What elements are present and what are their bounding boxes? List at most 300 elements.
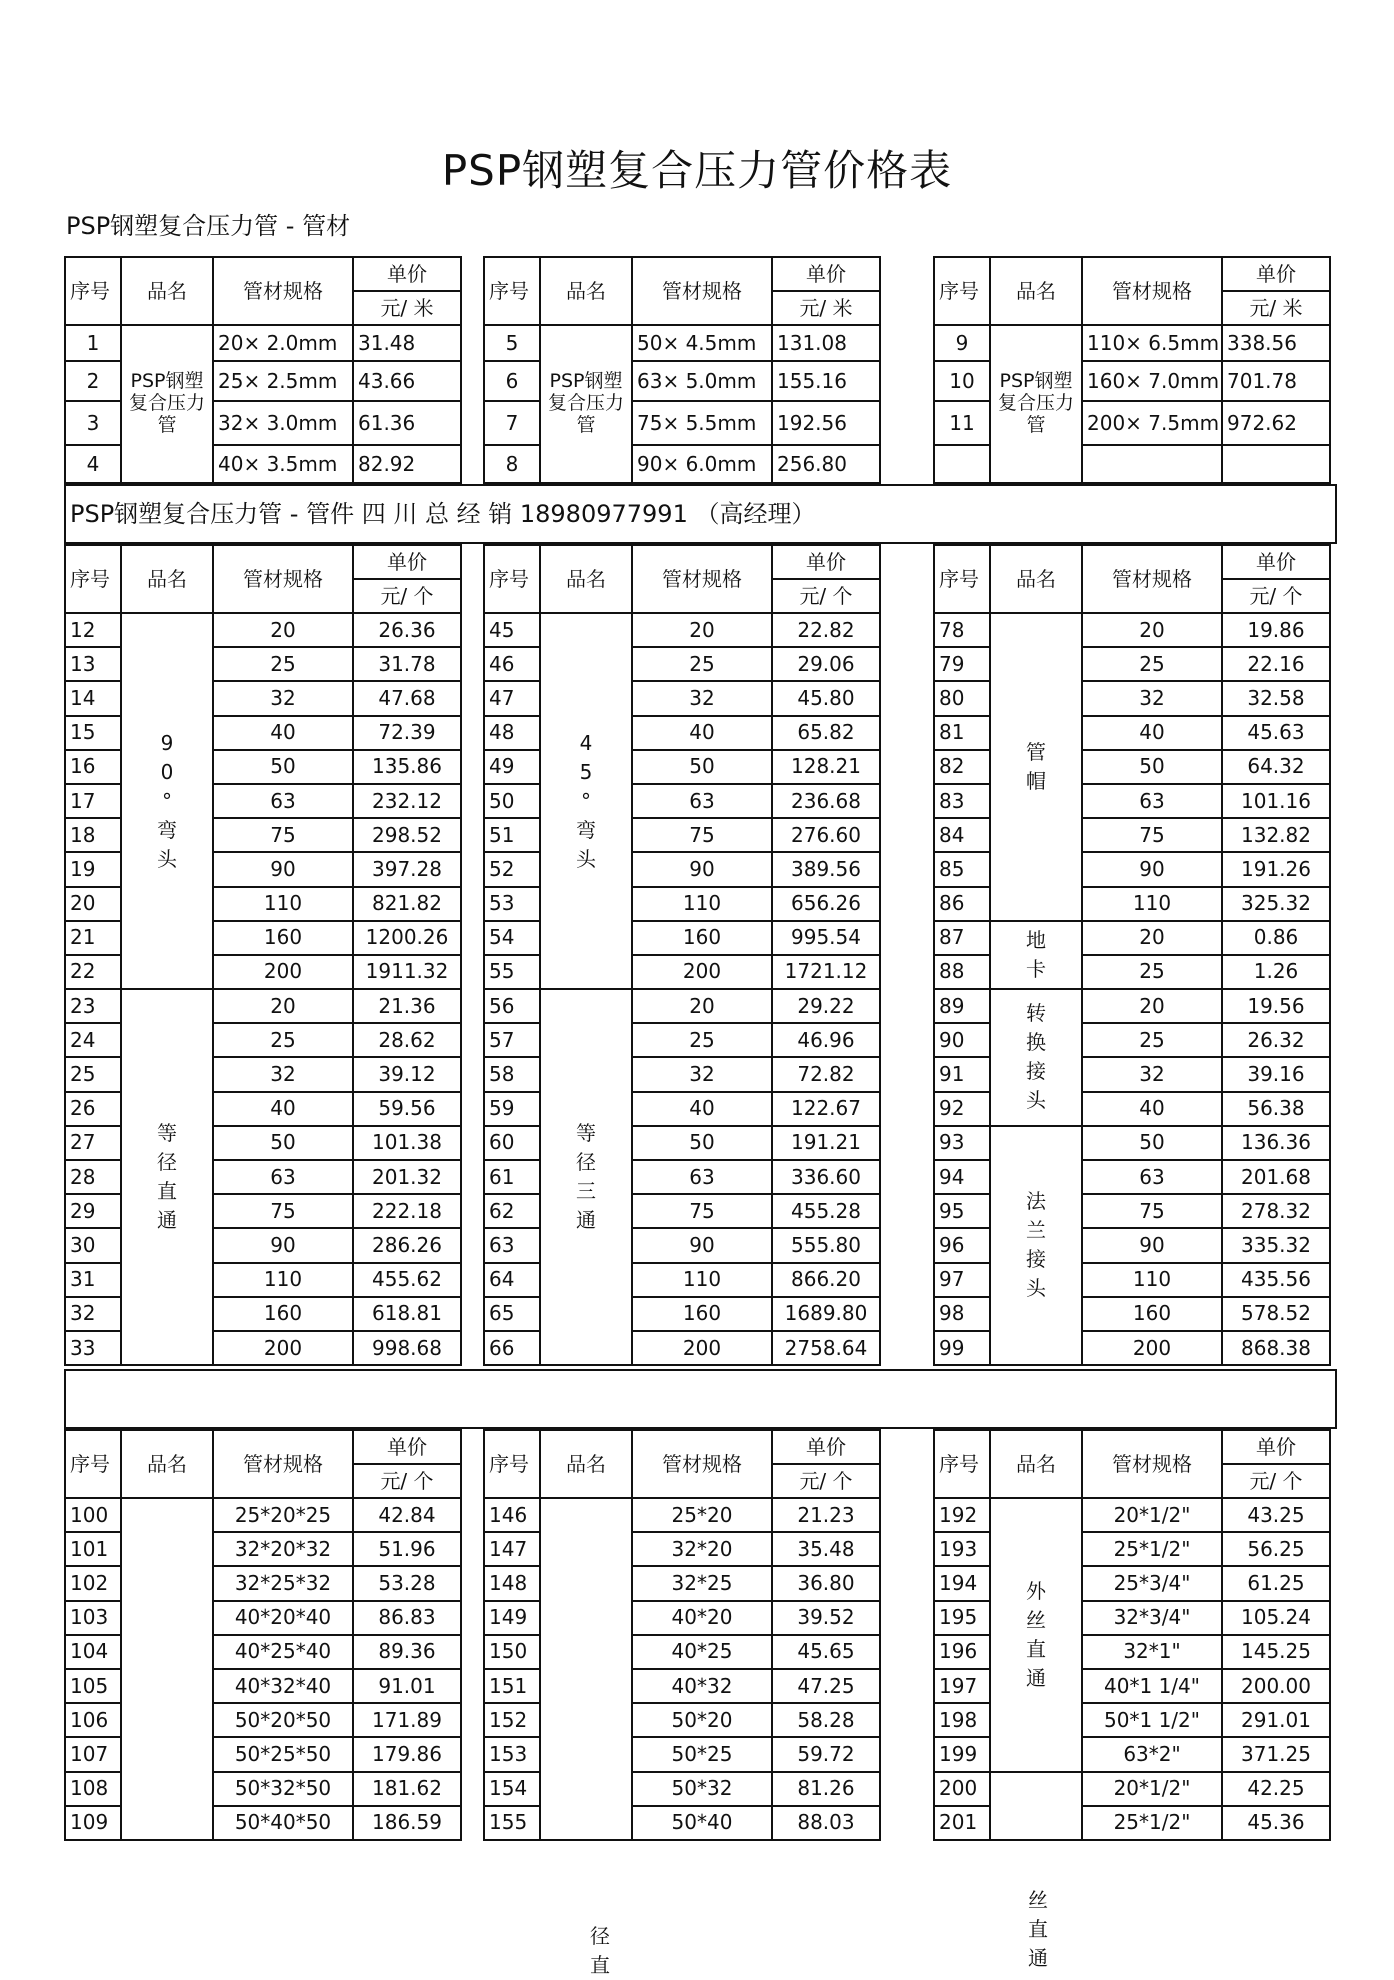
cell-price: 1200.26 [353, 921, 461, 955]
table-row [934, 1126, 1330, 1160]
header-price: 单价 [353, 1430, 461, 1464]
cell-product-name: PSP钢塑复合压力管 [990, 325, 1082, 483]
cell-spec: 32 [632, 1057, 772, 1091]
table-row [65, 989, 461, 1023]
cell-price: 232.12 [353, 784, 461, 818]
cell-spec: 63× 5.0mm [632, 361, 772, 401]
cell-seq: 197 [934, 1669, 990, 1703]
cell-spec: 50*25 [632, 1737, 772, 1771]
cell-seq: 2 [65, 361, 121, 401]
cell-price: 0.86 [1222, 921, 1330, 955]
cell-price: 45.36 [1222, 1806, 1330, 1840]
cell-seq: 8 [484, 445, 540, 483]
cell-price: 28.62 [353, 1023, 461, 1057]
cell-seq: 92 [934, 1092, 990, 1126]
cell-seq: 85 [934, 852, 990, 886]
cell-price: 191.26 [1222, 852, 1330, 886]
cell-spec: 40 [632, 716, 772, 750]
table-row [484, 1498, 880, 1532]
cell-seq: 20 [65, 887, 121, 921]
cell-seq: 84 [934, 818, 990, 852]
cell-seq: 27 [65, 1126, 121, 1160]
cell-spec: 90 [1082, 852, 1222, 886]
cell-price: 336.60 [772, 1160, 880, 1194]
table-row [65, 325, 461, 361]
cell-spec: 50 [213, 1126, 353, 1160]
cell-spec: 32 [1082, 681, 1222, 715]
cell-spec: 90 [213, 1228, 353, 1262]
cell-seq: 82 [934, 750, 990, 784]
cell-price: 105.24 [1222, 1601, 1330, 1635]
cell-price: 42.84 [353, 1498, 461, 1532]
cell-seq: 64 [484, 1263, 540, 1297]
cell-spec: 50× 4.5mm [632, 325, 772, 361]
header-spec: 管材规格 [1082, 257, 1222, 325]
cell-price: 389.56 [772, 852, 880, 886]
cell-price: 701.78 [1222, 361, 1330, 401]
cell-seq: 52 [484, 852, 540, 886]
fitting-price-table [933, 544, 1331, 1366]
cell-spec: 50 [213, 750, 353, 784]
cell-seq: 12 [65, 613, 121, 647]
cell-price: 397.28 [353, 852, 461, 886]
cell-seq: 147 [484, 1532, 540, 1566]
header-price: 单价 [772, 545, 880, 579]
cell-price: 65.82 [772, 716, 880, 750]
table-row [934, 989, 1330, 1023]
cell-spec: 25 [632, 647, 772, 681]
cell-seq: 3 [65, 401, 121, 445]
table-row [934, 613, 1330, 647]
cell-seq: 9 [934, 325, 990, 361]
cell-spec: 32*25*32 [213, 1566, 353, 1600]
cell-seq: 25 [65, 1057, 121, 1091]
header-name: 品名 [990, 1430, 1082, 1498]
fitting-price-table [64, 544, 462, 1366]
cell-seq: 89 [934, 989, 990, 1023]
fitting-price-table [483, 1429, 881, 1841]
cell-spec: 160 [632, 921, 772, 955]
cell-spec: 40 [1082, 1092, 1222, 1126]
cell-spec: 25 [1082, 647, 1222, 681]
table-row [934, 1498, 1330, 1532]
pipe-price-table [64, 256, 462, 484]
cell-price: 86.83 [353, 1601, 461, 1635]
cell-spec: 160 [1082, 1297, 1222, 1331]
table-row [484, 613, 880, 647]
header-unit: 元/ 个 [353, 579, 461, 613]
cell-spec: 20 [1082, 921, 1222, 955]
header-seq: 序号 [484, 545, 540, 613]
cell-price: 46.96 [772, 1023, 880, 1057]
cell-price: 555.80 [772, 1228, 880, 1262]
cell-price: 51.96 [353, 1532, 461, 1566]
cell-seq: 13 [65, 647, 121, 681]
cell-spec: 63 [632, 784, 772, 818]
cell-spec: 32× 3.0mm [213, 401, 353, 445]
cell-spec: 50*1 1/2" [1082, 1703, 1222, 1737]
cell-product-name: 转 换 接 头 [990, 989, 1082, 1126]
cell-seq: 152 [484, 1703, 540, 1737]
header-name: 品名 [540, 545, 632, 613]
cell-price: 338.56 [1222, 325, 1330, 361]
cell-seq: 193 [934, 1532, 990, 1566]
cell-product-name: 4 5 ° 弯 头 [540, 613, 632, 989]
cell-seq: 56 [484, 989, 540, 1023]
cell-price: 22.82 [772, 613, 880, 647]
cell-price: 19.56 [1222, 989, 1330, 1023]
cell-seq: 199 [934, 1737, 990, 1771]
cell-price: 64.32 [1222, 750, 1330, 784]
cell-seq: 28 [65, 1160, 121, 1194]
cell-spec: 200 [213, 1331, 353, 1365]
cell-spec: 50*32*50 [213, 1772, 353, 1806]
cell-seq: 66 [484, 1331, 540, 1365]
cell-spec: 200 [632, 955, 772, 989]
cell-spec: 32*20*32 [213, 1532, 353, 1566]
cell-seq: 80 [934, 681, 990, 715]
cell-seq: 65 [484, 1297, 540, 1331]
cell-spec: 50*20 [632, 1703, 772, 1737]
cell-spec: 90 [632, 1228, 772, 1262]
cell-seq: 103 [65, 1601, 121, 1635]
cell-price: 868.38 [1222, 1331, 1330, 1365]
page-title: PSP钢塑复合压力管价格表 [441, 146, 953, 195]
cell-spec: 32*1" [1082, 1635, 1222, 1669]
cell-spec: 25 [213, 647, 353, 681]
cell-price: 191.21 [772, 1126, 880, 1160]
cell-spec: 90 [632, 852, 772, 886]
cell-product-name: 外 丝 直 通 [990, 1498, 1082, 1772]
cell-spec: 32*20 [632, 1532, 772, 1566]
cell-price: 222.18 [353, 1194, 461, 1228]
cell-seq: 21 [65, 921, 121, 955]
cell-seq: 58 [484, 1057, 540, 1091]
cell-price: 131.08 [772, 325, 880, 361]
cell-price: 22.16 [1222, 647, 1330, 681]
cell-spec: 50*25*50 [213, 1737, 353, 1771]
cell-spec: 63 [1082, 1160, 1222, 1194]
cell-price: 56.38 [1222, 1092, 1330, 1126]
cell-seq: 15 [65, 716, 121, 750]
cell-spec: 90× 6.0mm [632, 445, 772, 483]
header-spec: 管材规格 [1082, 545, 1222, 613]
cell-price: 61.36 [353, 401, 461, 445]
cell-price: 2758.64 [772, 1331, 880, 1365]
cell-seq: 198 [934, 1703, 990, 1737]
cell-product-name [121, 1498, 213, 1840]
table-row [934, 1772, 1330, 1806]
cell-product-name: 管 帽 [990, 613, 1082, 921]
cell-seq: 105 [65, 1669, 121, 1703]
cell-price: 1689.80 [772, 1297, 880, 1331]
cell-spec: 20 [632, 989, 772, 1023]
cell-price: 155.16 [772, 361, 880, 401]
header-name: 品名 [540, 1430, 632, 1498]
cell-price: 278.32 [1222, 1194, 1330, 1228]
cell-price: 181.62 [353, 1772, 461, 1806]
fitting-price-table [64, 1429, 462, 1841]
cell-price: 53.28 [353, 1566, 461, 1600]
cell-spec: 25 [1082, 955, 1222, 989]
cell-seq: 59 [484, 1092, 540, 1126]
cell-seq: 108 [65, 1772, 121, 1806]
cell-spec: 63*2" [1082, 1737, 1222, 1771]
cell-spec: 40*25 [632, 1635, 772, 1669]
header-spec: 管材规格 [213, 257, 353, 325]
cell-price: 61.25 [1222, 1566, 1330, 1600]
cell-seq: 46 [484, 647, 540, 681]
header-unit: 元/ 米 [1222, 291, 1330, 325]
header-spec: 管材规格 [213, 1430, 353, 1498]
cell-price: 43.25 [1222, 1498, 1330, 1532]
cell-spec: 200× 7.5mm [1082, 401, 1222, 445]
cell-price: 82.92 [353, 445, 461, 483]
cell-seq: 33 [65, 1331, 121, 1365]
header-price: 单价 [1222, 545, 1330, 579]
cell-price: 135.86 [353, 750, 461, 784]
cell-price: 36.80 [772, 1566, 880, 1600]
header-unit: 元/ 米 [772, 291, 880, 325]
cell-price: 286.26 [353, 1228, 461, 1262]
cell-spec: 200 [1082, 1331, 1222, 1365]
cell-seq: 87 [934, 921, 990, 955]
cell-spec: 20 [632, 613, 772, 647]
cell-spec: 25*3/4" [1082, 1566, 1222, 1600]
cell-product-name: 地 卡 [990, 921, 1082, 989]
cell-spec: 20× 2.0mm [213, 325, 353, 361]
cell-spec: 32*3/4" [1082, 1601, 1222, 1635]
stray-text-right: 丝 直 通 [1028, 1888, 1048, 1970]
cell-seq: 17 [65, 784, 121, 818]
cell-spec: 25× 2.5mm [213, 361, 353, 401]
cell-seq: 109 [65, 1806, 121, 1840]
cell-seq: 31 [65, 1263, 121, 1297]
cell-seq: 10 [934, 361, 990, 401]
cell-price: 578.52 [1222, 1297, 1330, 1331]
cell-spec: 20*1/2" [1082, 1772, 1222, 1806]
cell-spec: 63 [213, 1160, 353, 1194]
header-seq: 序号 [65, 257, 121, 325]
cell-seq: 14 [65, 681, 121, 715]
cell-price: 972.62 [1222, 401, 1330, 445]
cell-price: 42.25 [1222, 1772, 1330, 1806]
cell-spec: 63 [1082, 784, 1222, 818]
cell-seq: 99 [934, 1331, 990, 1365]
cell-spec: 25*1/2" [1082, 1532, 1222, 1566]
cell-spec: 90 [1082, 1228, 1222, 1262]
header-name: 品名 [990, 257, 1082, 325]
header-price: 单价 [772, 1430, 880, 1464]
cell-price: 21.36 [353, 989, 461, 1023]
cell-seq [934, 445, 990, 483]
header-unit: 元/ 个 [1222, 579, 1330, 613]
cell-price: 132.82 [1222, 818, 1330, 852]
cell-seq: 55 [484, 955, 540, 989]
header-name: 品名 [990, 545, 1082, 613]
cell-price: 1721.12 [772, 955, 880, 989]
cell-spec: 25*1/2" [1082, 1806, 1222, 1840]
header-unit: 元/ 个 [1222, 1464, 1330, 1498]
header-name: 品名 [121, 1430, 213, 1498]
table-row [65, 1498, 461, 1532]
cell-spec: 90 [213, 852, 353, 886]
cell-seq: 154 [484, 1772, 540, 1806]
cell-spec: 110 [1082, 1263, 1222, 1297]
fitting-price-table [483, 544, 881, 1366]
cell-seq: 29 [65, 1194, 121, 1228]
cell-price: 45.65 [772, 1635, 880, 1669]
cell-price: 128.21 [772, 750, 880, 784]
cell-seq: 146 [484, 1498, 540, 1532]
cell-spec: 75 [213, 818, 353, 852]
cell-price: 276.60 [772, 818, 880, 852]
cell-price: 31.48 [353, 325, 461, 361]
cell-price: 179.86 [353, 1737, 461, 1771]
cell-seq: 63 [484, 1228, 540, 1262]
cell-spec: 20*1/2" [1082, 1498, 1222, 1532]
cell-price: 39.12 [353, 1057, 461, 1091]
cell-price: 26.32 [1222, 1023, 1330, 1057]
header-price: 单价 [353, 545, 461, 579]
cell-price: 26.36 [353, 613, 461, 647]
cell-spec: 110 [632, 1263, 772, 1297]
header-unit: 元/ 个 [772, 1464, 880, 1498]
cell-price: 58.28 [772, 1703, 880, 1737]
table-row [934, 325, 1330, 361]
cell-seq: 50 [484, 784, 540, 818]
cell-price: 171.89 [353, 1703, 461, 1737]
cell-spec: 20 [213, 613, 353, 647]
cell-spec: 75 [1082, 1194, 1222, 1228]
cell-seq: 11 [934, 401, 990, 445]
cell-spec: 20 [213, 989, 353, 1023]
header-price: 单价 [1222, 257, 1330, 291]
cell-seq: 195 [934, 1601, 990, 1635]
table-row [65, 613, 461, 647]
cell-seq: 200 [934, 1772, 990, 1806]
header-seq: 序号 [65, 545, 121, 613]
cell-spec: 40*1 1/4" [1082, 1669, 1222, 1703]
cell-price: 59.72 [772, 1737, 880, 1771]
cell-seq: 79 [934, 647, 990, 681]
cell-seq: 51 [484, 818, 540, 852]
cell-seq: 91 [934, 1057, 990, 1091]
cell-spec: 110 [632, 887, 772, 921]
cell-seq: 7 [484, 401, 540, 445]
cell-spec: 50*40 [632, 1806, 772, 1840]
cell-seq: 5 [484, 325, 540, 361]
table-row [484, 989, 880, 1023]
cell-price: 39.16 [1222, 1057, 1330, 1091]
cell-seq: 106 [65, 1703, 121, 1737]
cell-spec: 32*25 [632, 1566, 772, 1600]
header-unit: 元/ 米 [353, 291, 461, 325]
cell-seq: 98 [934, 1297, 990, 1331]
cell-spec: 63 [632, 1160, 772, 1194]
cell-price [1222, 445, 1330, 483]
header-name: 品名 [121, 545, 213, 613]
cell-seq: 22 [65, 955, 121, 989]
cell-spec: 75× 5.5mm [632, 401, 772, 445]
cell-spec: 32 [213, 1057, 353, 1091]
cell-spec: 75 [1082, 818, 1222, 852]
cell-spec: 25 [213, 1023, 353, 1057]
cell-seq: 16 [65, 750, 121, 784]
cell-price: 31.78 [353, 647, 461, 681]
cell-seq: 47 [484, 681, 540, 715]
cell-seq: 48 [484, 716, 540, 750]
cell-price: 59.56 [353, 1092, 461, 1126]
cell-price: 45.63 [1222, 716, 1330, 750]
cell-spec: 40*32 [632, 1669, 772, 1703]
cell-spec: 40 [213, 1092, 353, 1126]
cell-price: 91.01 [353, 1669, 461, 1703]
cell-seq: 86 [934, 887, 990, 921]
cell-seq: 96 [934, 1228, 990, 1262]
cell-spec: 25*20*25 [213, 1498, 353, 1532]
cell-seq: 54 [484, 921, 540, 955]
cell-spec: 40 [632, 1092, 772, 1126]
cell-seq: 107 [65, 1737, 121, 1771]
cell-seq: 45 [484, 613, 540, 647]
cell-product-name: 法 兰 接 头 [990, 1126, 1082, 1365]
cell-price: 101.16 [1222, 784, 1330, 818]
cell-spec: 63 [213, 784, 353, 818]
cell-price: 998.68 [353, 1331, 461, 1365]
cell-product-name: PSP钢塑复合压力管 [540, 325, 632, 483]
cell-spec: 160 [632, 1297, 772, 1331]
header-price: 单价 [772, 257, 880, 291]
cell-price: 1.26 [1222, 955, 1330, 989]
cell-seq: 6 [484, 361, 540, 401]
header-name: 品名 [121, 257, 213, 325]
cell-price: 29.22 [772, 989, 880, 1023]
header-spec: 管材规格 [213, 545, 353, 613]
cell-seq: 18 [65, 818, 121, 852]
cell-seq: 49 [484, 750, 540, 784]
cell-seq: 24 [65, 1023, 121, 1057]
cell-spec: 25 [1082, 1023, 1222, 1057]
header-name: 品名 [540, 257, 632, 325]
cell-spec: 32 [1082, 1057, 1222, 1091]
cell-price: 47.68 [353, 681, 461, 715]
cell-spec: 75 [632, 1194, 772, 1228]
header-seq: 序号 [484, 1430, 540, 1498]
cell-spec: 160 [213, 1297, 353, 1331]
cell-spec: 75 [213, 1194, 353, 1228]
cell-product-name: 等 径 三 通 [540, 989, 632, 1365]
cell-price: 325.32 [1222, 887, 1330, 921]
header-unit: 元/ 个 [353, 1464, 461, 1498]
cell-seq: 26 [65, 1092, 121, 1126]
cell-spec: 110× 6.5mm [1082, 325, 1222, 361]
cell-seq: 4 [65, 445, 121, 483]
cell-price: 335.32 [1222, 1228, 1330, 1262]
table-row [934, 921, 1330, 955]
cell-spec: 25*20 [632, 1498, 772, 1532]
cell-seq: 88 [934, 955, 990, 989]
header-seq: 序号 [65, 1430, 121, 1498]
cell-price: 455.62 [353, 1263, 461, 1297]
cell-seq: 97 [934, 1263, 990, 1297]
cell-spec: 40*20*40 [213, 1601, 353, 1635]
cell-spec: 20 [1082, 989, 1222, 1023]
cell-spec: 160 [213, 921, 353, 955]
cell-seq: 148 [484, 1566, 540, 1600]
header-seq: 序号 [934, 257, 990, 325]
cell-spec: 40*20 [632, 1601, 772, 1635]
